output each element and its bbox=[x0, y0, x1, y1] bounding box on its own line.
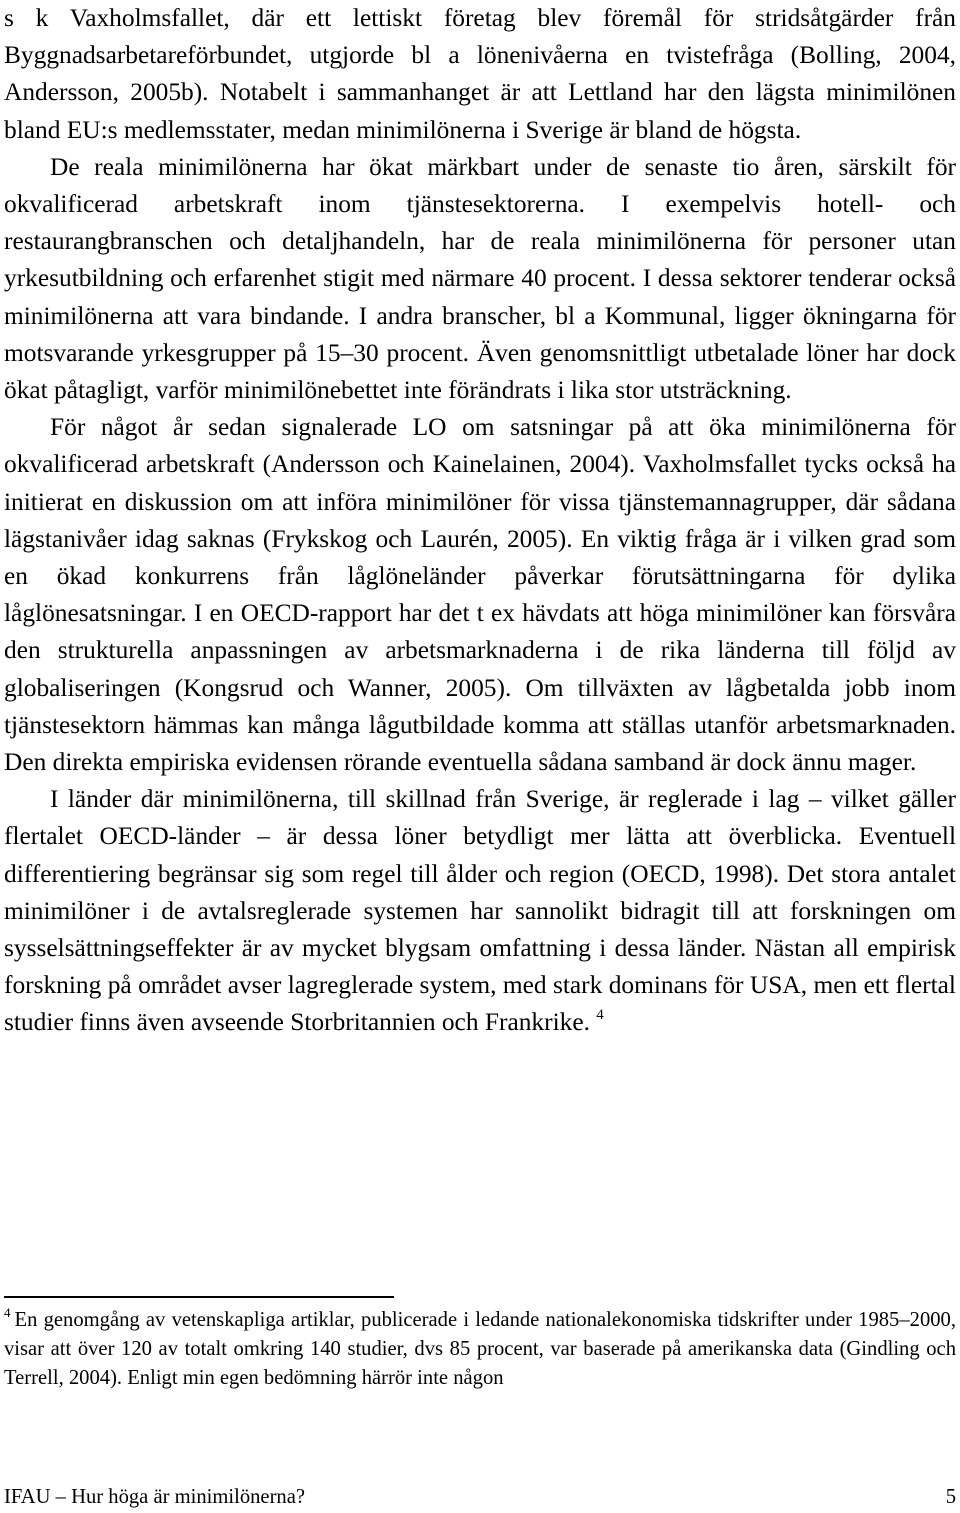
footnote-text: En genomgång av vetenskapliga artiklar, publicerade i ledande nationalekonomiska tidskrifter under 1985–2000, visar att över 120 av totalt omkring 140 studier, dvs 85 procent, var baserade på amerikanska data (Gindling och Terrell, 2004). Enligt min egen bedömning härrör inte någon bbox=[4, 1309, 956, 1389]
paragraph bbox=[4, 781, 956, 1041]
body-text bbox=[4, 0, 956, 1042]
page-footer bbox=[4, 1484, 956, 1510]
paragraph: s k Vaxholmsfallet, där ett lettiskt företag blev föremål för stridsåtgärder från Byggnadsarbetareförbundet, utgjorde bl a lönenivåerna en tvistefråga (Bolling, 2004, Andersson, 2005b). Notabelt i sammanhanget är att Lettland har den lägsta minimilönen bland EU:s medlemsstater, medan minimilönerna i Sverige är bland de högsta. bbox=[4, 4, 956, 144]
footer-title: IFAU – Hur höga är minimilönerna? bbox=[4, 1486, 306, 1508]
paragraph: De reala minimilönerna har ökat märkbart under de senaste tio åren, särskilt för okvalificerad arbetskraft inom tjänstesektorerna. I exempelvis hotell- och restaurangbranschen och detaljhandeln, har de reala minimilönerna för personer utan yrkesutbildning och erfarenhet stigit med närmare 40 procent. I dessa sektorer tenderar också minimilönerna att vara bindande. I andra branscher, bl a Kommunal, ligger ökningarna för motsvarande yrkesgrupper på 15–30 procent. Även genomsnittligt utbetalade löner har dock ökat påtagligt, varför minimilönebettet inte förändrats i lika stor utsträckning. bbox=[4, 152, 956, 405]
footnote bbox=[4, 1306, 956, 1393]
paragraph: För något år sedan signalerade LO om satsningar på att öka minimilönerna för okvalificerad arbetskraft (Andersson och Kainelainen, 2004). Vaxholmsfallet tycks också ha initierat en diskussion om att införa minimilöner för vissa tjänstemannagrupper, där sådana lägstanivåer idag saknas (Frykskog och Laurén, 2005). En viktig fråga är i vilken grad som en ökad konkurrens från låglöneländer påverkar förutsättningarna för dylika låglönesatsningar. I en OECD-rapport har det t ex hävdats att höga minimilöner kan försvåra den strukturella anpassningen av arbetsmarknaderna i de rika länderna till följd av globaliseringen (Kongsrud och Wanner, 2005). Om tillväxten av lågbetalda jobb inom tjänstesektorn hämmas kan många lågutbildade komma att ställas utanför arbetsmarknaden. Den direkta empiriska evidensen rörande eventuella sådana samband är dock ännu mager. bbox=[4, 413, 956, 777]
footnote-reference[interactable]: 4 bbox=[596, 1007, 604, 1024]
document-page bbox=[4, 0, 956, 1508]
page-number: 5 bbox=[945, 1486, 956, 1508]
footnote-divider bbox=[4, 1296, 394, 1298]
footnote-number: 4 bbox=[4, 1305, 11, 1320]
paragraph-text: I länder där minimilönerna, till skillnad från Sverige, är reglerade i lag – vilket gäller flertalet OECD-länder – är dessa löner betydligt mer lätta att överblicka. Eventuell differentiering begränsar sig som regel till ålder och region (OECD, 1998). Det stora antalet minimilöner i de avtalsreglerade systemen har sannolikt bidragit till att forskningen om sysselsättningseffekter är av mycket blygsam omfattning i dessa länder. Nästan all empirisk forskning på området avser lagreglerade system, med stark dominans för USA, men ett flertal studier finns även avseende Storbritannien och Frankrike. bbox=[4, 785, 956, 1037]
